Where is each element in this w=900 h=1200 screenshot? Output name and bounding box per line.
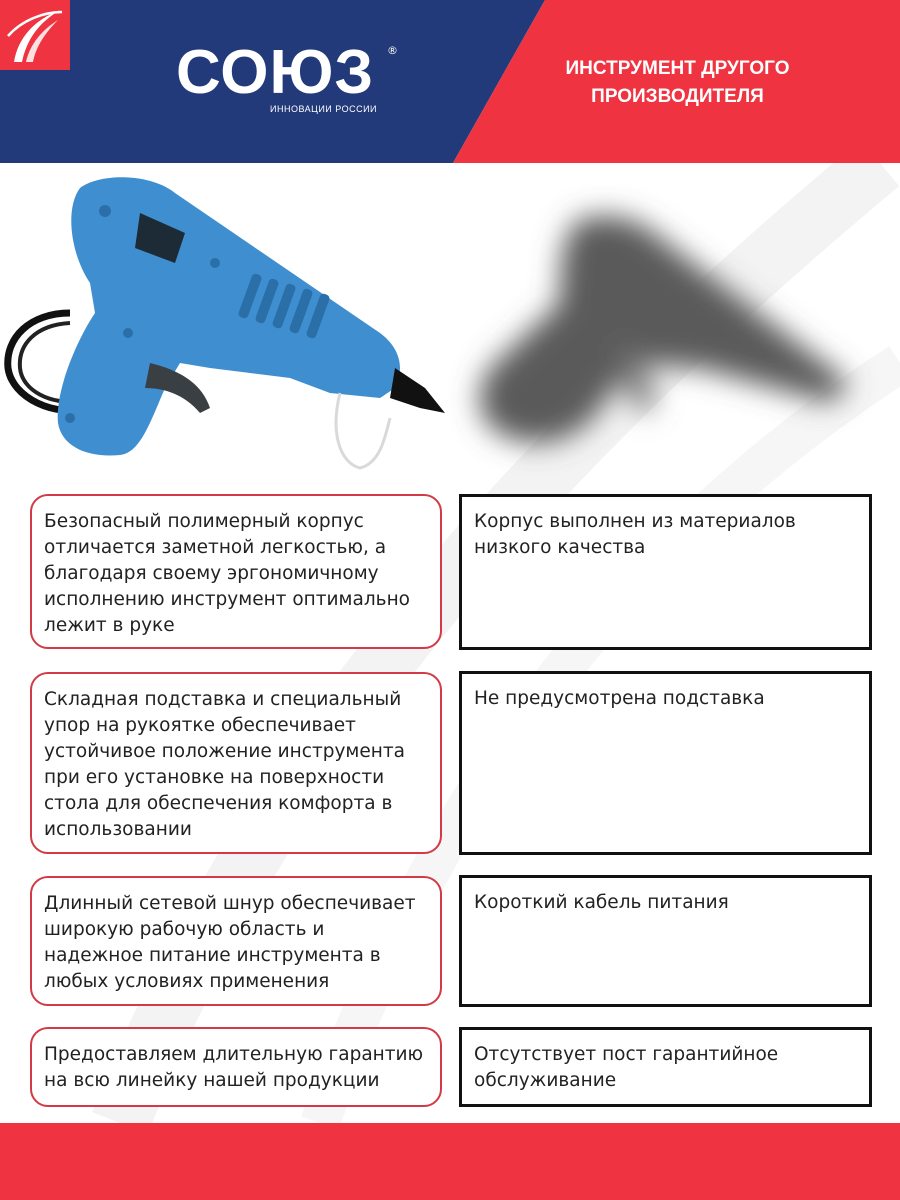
competitor-feature-text: Корпус выполнен из материалов низкого качества	[474, 511, 796, 558]
our-feature-text: Складная подставка и специальный упор на рукоятке обеспечивает устойчивое положение инструмента при его установке на поверхности стола для обеспечения комфорта в использовании	[44, 689, 405, 840]
our-feature-text: Длинный сетевой шнур обеспечивает широкую рабочую область и надежное питание инструмента в любых условиях применения	[44, 893, 416, 992]
competitor-feature-card-2	[459, 671, 872, 855]
soyuz-logo-icon	[0, 0, 70, 70]
competitor-feature-text: Отсутствует пост гарантийное обслуживание	[474, 1044, 779, 1091]
footer-bar	[0, 1123, 900, 1200]
brand-name: СОЮЗ	[176, 38, 375, 107]
our-feature-card-3	[30, 876, 442, 1006]
blurred-glue-gun-icon	[480, 216, 850, 443]
our-feature-card-1	[30, 494, 442, 649]
our-feature-text: Безопасный полимерный корпус отличается заметной легкостью, а благодаря своему эргономичному исполнению инструмент оптимально лежит в руке	[44, 511, 410, 636]
competitor-feature-card-4	[459, 1027, 872, 1107]
header-banner	[0, 0, 900, 163]
our-feature-text: Предоставляем длительную гарантию на всю линейку нашей продукции	[44, 1044, 424, 1091]
competitor-feature-card-3	[459, 875, 872, 1007]
competitor-title: ИНСТРУМЕНТ ДРУГОГО ПРОИЗВОДИТЕЛЯ	[565, 58, 790, 107]
our-feature-card-2	[30, 672, 442, 854]
product-comparison-image	[0, 163, 900, 485]
competitor-feature-text: Короткий кабель питания	[474, 892, 729, 913]
competitor-feature-card-1	[459, 494, 872, 650]
registered-mark: ®	[387, 44, 398, 57]
brand-tagline: ИННОВАЦИИ РОССИИ	[270, 104, 378, 114]
our-feature-card-4	[30, 1027, 442, 1107]
competitor-feature-text: Не предусмотрена подставка	[474, 688, 765, 709]
glue-gun-icon	[8, 177, 445, 468]
